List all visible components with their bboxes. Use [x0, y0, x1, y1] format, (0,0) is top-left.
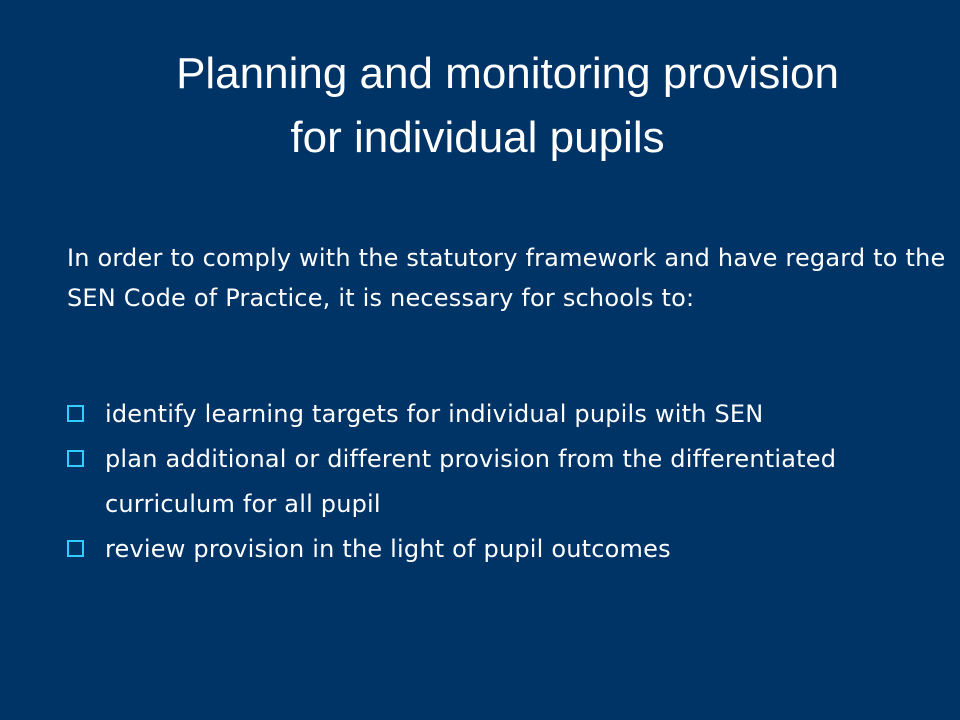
bullet-text-3: review provision in the light of pupil outcomes [105, 535, 671, 563]
hollow-square-bullet-icon [67, 450, 84, 467]
intro-paragraph: In order to comply with the statutory framework and have regard to the SEN Code of Practice, it is necessary for schools to: [67, 244, 946, 312]
hollow-square-bullet-icon [67, 405, 84, 422]
bullet-text-2: plan additional or different provision from the differentiated curriculum for all pupil [105, 445, 837, 518]
bullet-text-1: identify learning targets for individual pupils with SEN [105, 400, 764, 428]
bullet-list [67, 392, 947, 572]
slide-title-line-1: Planning and monitoring provision [176, 49, 839, 98]
slide-title [0, 42, 960, 170]
bullet-item-2 [67, 437, 947, 527]
hollow-square-bullet-icon [67, 540, 84, 557]
bullet-item-1 [67, 392, 947, 437]
slide-title-line-2: for individual pupils [290, 112, 665, 162]
bullet-item-3 [67, 527, 947, 572]
